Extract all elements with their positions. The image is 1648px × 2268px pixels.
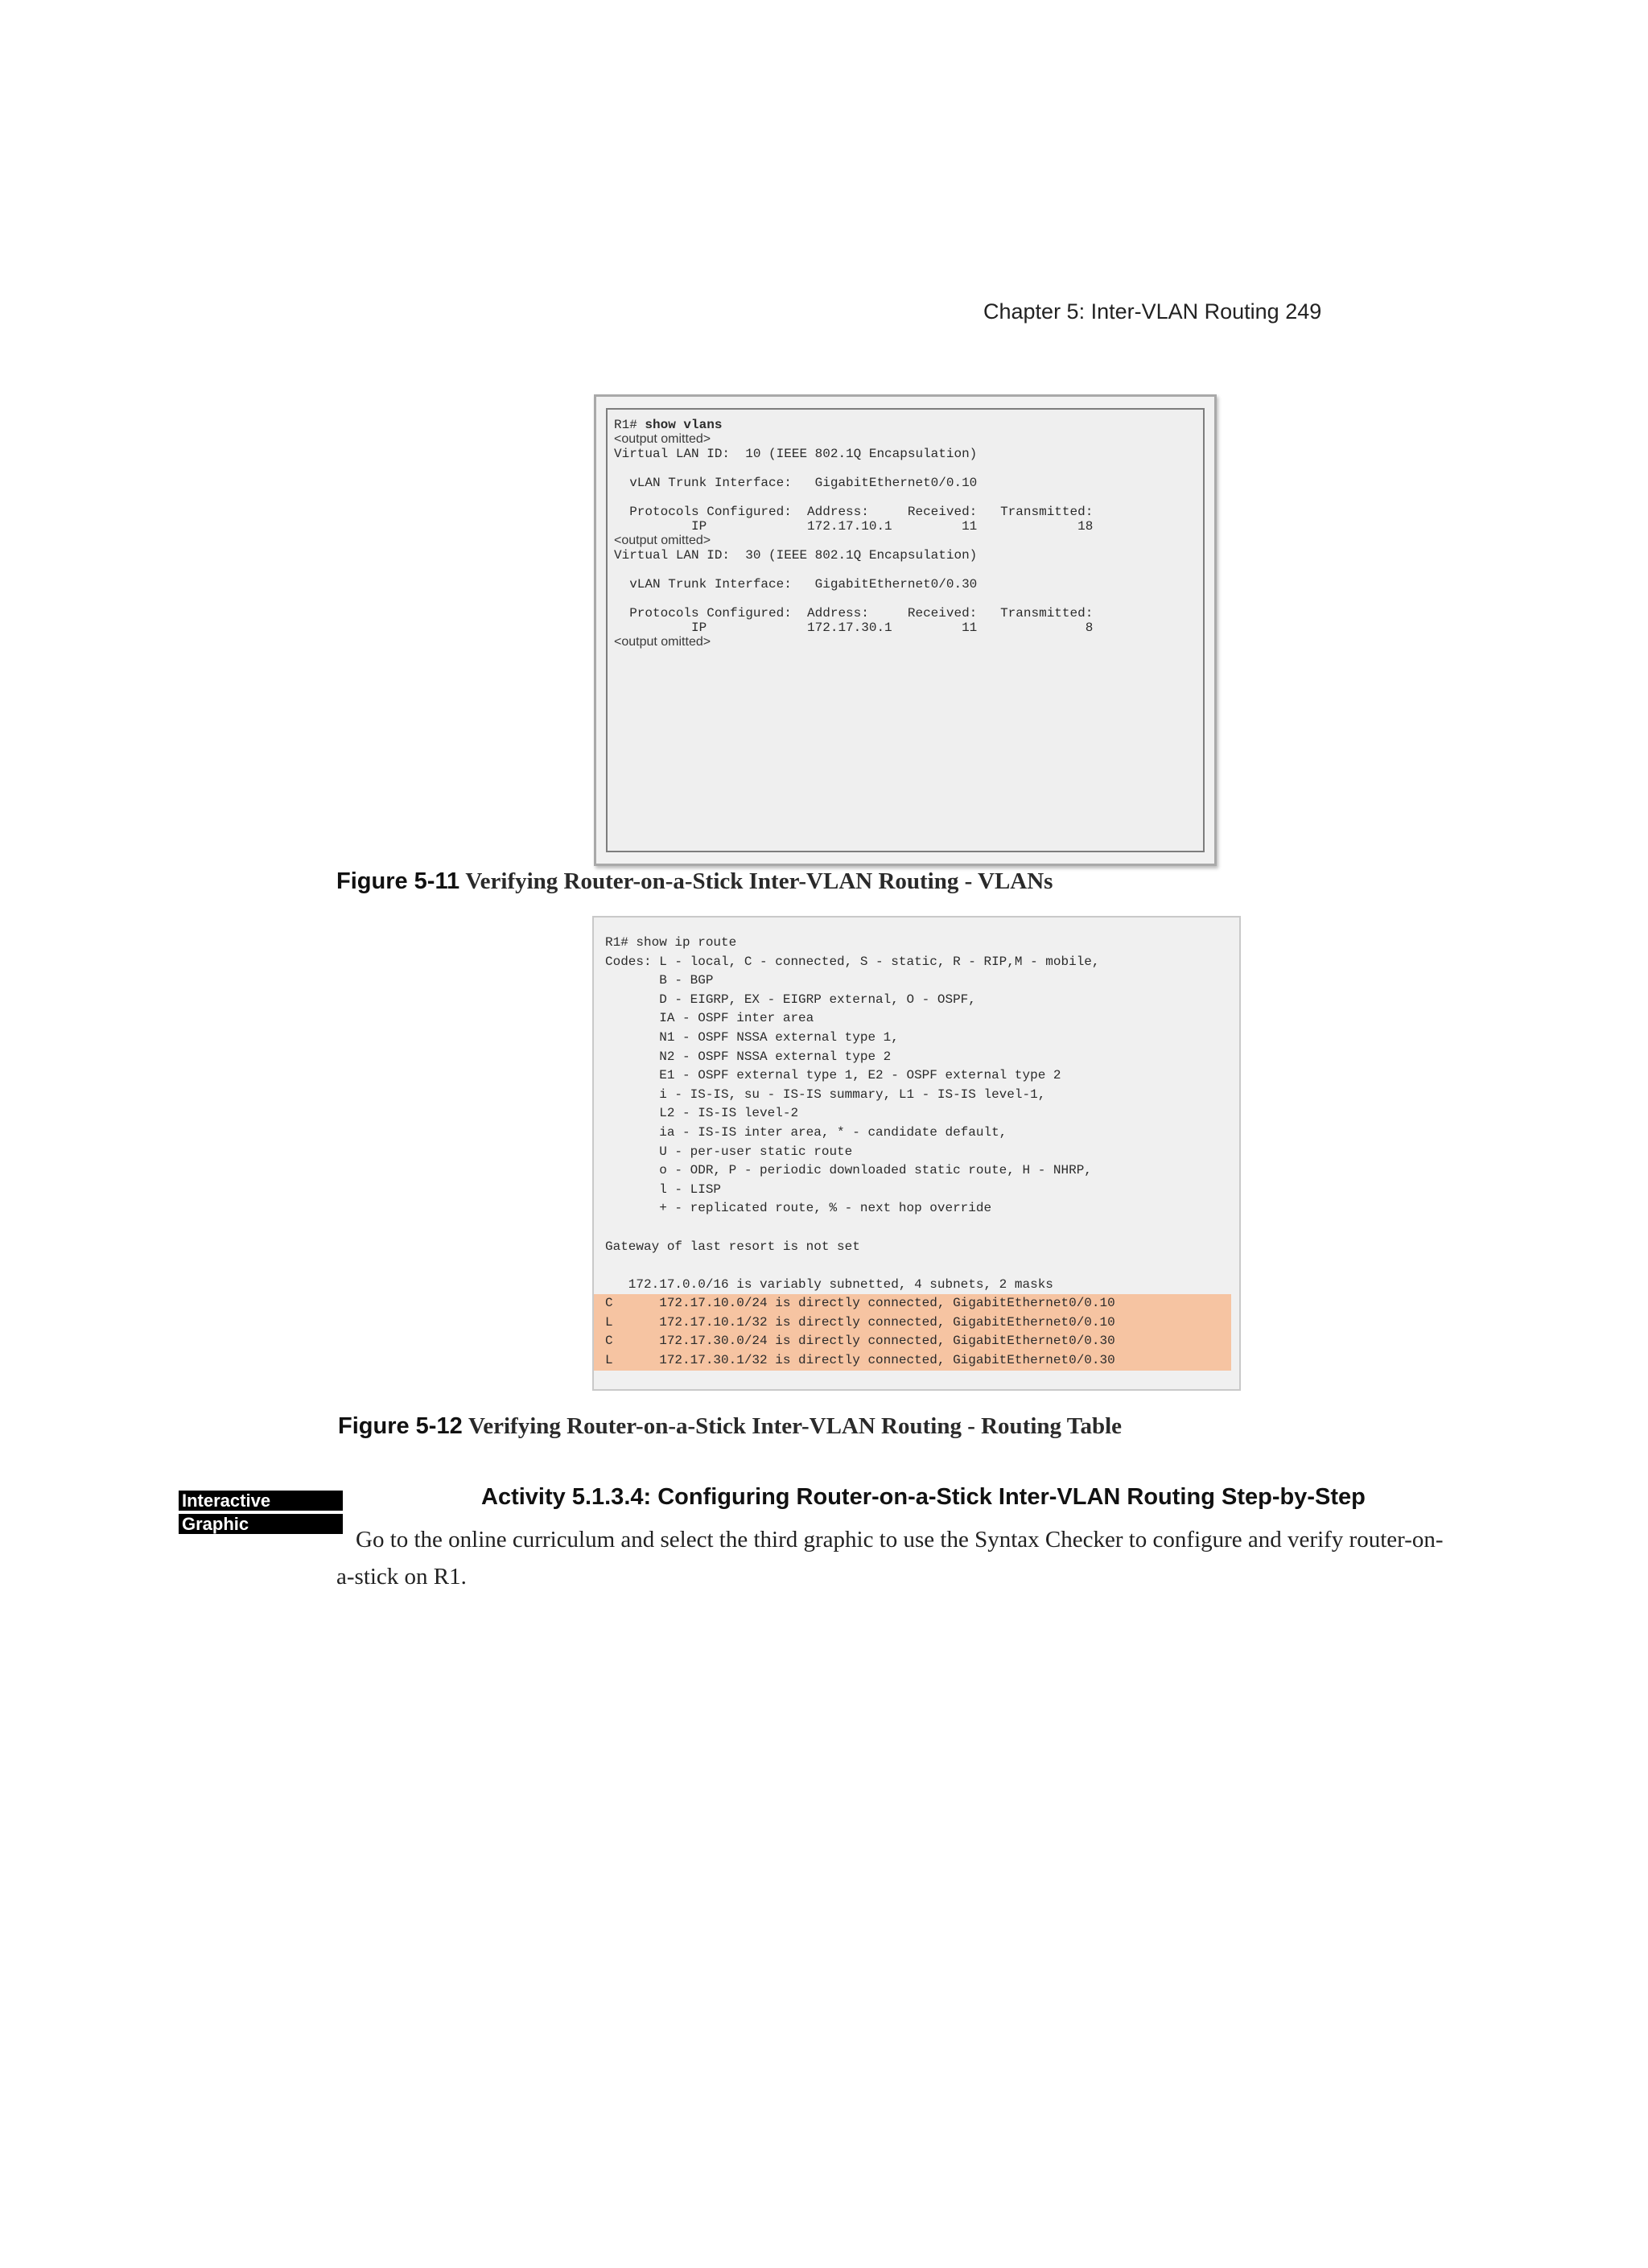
terminal-line [605, 1199, 1238, 1219]
figure-5-12-caption [338, 1413, 1122, 1440]
terminal-text: C 172.17.30.0/24 is directly connected, GigabitEthernet0/0.30 [605, 1334, 1115, 1349]
terminal-text: IP 172.17.10.1 11 18 [614, 519, 1094, 534]
terminal-line [614, 447, 1200, 461]
terminal-line [605, 934, 1238, 953]
terminal-line [605, 1048, 1238, 1067]
terminal-line [614, 519, 1200, 534]
running-head: Chapter 5: Inter-VLAN Routing 249 [983, 299, 1322, 324]
terminal-text: Virtual LAN ID: 30 (IEEE 802.1Q Encapsulation) [614, 548, 978, 563]
terminal-text: ia - IS-IS inter area, * - candidate default, [605, 1124, 1007, 1140]
activity-title: Activity 5.1.3.4: Configuring Router-on-a-Stick Inter-VLAN Routing Step-by-Step [481, 1484, 1366, 1510]
terminal-line [614, 534, 1200, 548]
route-entry-highlighted [594, 1332, 1231, 1351]
terminal-text: L 172.17.30.1/32 is directly connected, GigabitEthernet0/0.30 [605, 1353, 1115, 1368]
terminal-text [614, 461, 622, 476]
terminal-line [605, 1066, 1238, 1086]
badge-line: Graphic [179, 1514, 343, 1534]
terminal-text: L 172.17.10.1/32 is directly connected, GigabitEthernet0/0.10 [605, 1314, 1115, 1330]
terminal-line [605, 1029, 1238, 1048]
terminal-text: 172.17.0.0/16 is variably subnetted, 4 subnets, 2 masks [605, 1276, 1053, 1292]
terminal-line [614, 577, 1200, 592]
command-text: show ip route [636, 935, 737, 950]
terminal-line [614, 490, 1200, 505]
terminal-line [605, 1143, 1238, 1162]
route-entry-highlighted [594, 1351, 1231, 1371]
terminal-line [614, 548, 1200, 563]
figure-label: Figure 5-11 [336, 868, 460, 894]
output-omitted-note: <output omitted> [614, 534, 711, 547]
terminal-text [614, 490, 622, 505]
figure-5-11-terminal [594, 394, 1217, 866]
terminal-line [605, 1219, 1238, 1238]
command-text: show vlans [645, 418, 723, 432]
terminal-line [614, 418, 1200, 432]
badge-line: Interactive [179, 1491, 343, 1511]
terminal-text: E1 - OSPF external type 1, E2 - OSPF external type 2 [605, 1068, 1061, 1083]
terminal-text [605, 1258, 613, 1272]
terminal-text: IP 172.17.30.1 11 8 [614, 621, 1094, 635]
figure-caption-text: Verifying Router-on-a-Stick Inter-VLAN Routing - VLANs [465, 868, 1053, 894]
terminal-text: vLAN Trunk Interface: GigabitEthernet0/0.10 [614, 476, 978, 490]
terminal-line [614, 592, 1200, 606]
terminal-line [605, 1124, 1238, 1143]
terminal-line [614, 461, 1200, 476]
figure-5-11-caption [336, 868, 1053, 895]
interactive-graphic-badge [179, 1491, 343, 1537]
terminal-line [605, 971, 1238, 991]
terminal-line [614, 476, 1200, 490]
terminal-line [614, 621, 1200, 635]
terminal-text: R1# [614, 418, 645, 432]
terminal-text: vLAN Trunk Interface: GigabitEthernet0/0.30 [614, 577, 978, 592]
terminal-frame [606, 408, 1205, 852]
terminal-line [605, 1009, 1238, 1029]
terminal-line [605, 991, 1238, 1010]
terminal-text: Codes: L - local, C - connected, S - static, R - RIP,M - mobile, [605, 954, 1100, 969]
terminal-text: D - EIGRP, EX - EIGRP external, O - OSPF, [605, 992, 976, 1007]
terminal-text: + - replicated route, % - next hop override [605, 1201, 992, 1216]
terminal-line [614, 606, 1200, 621]
terminal-text: U - per-user static route [605, 1144, 853, 1159]
terminal-line [614, 505, 1200, 519]
terminal-line [614, 563, 1200, 577]
terminal-text [605, 1220, 613, 1235]
output-omitted-note: <output omitted> [614, 635, 711, 649]
terminal-line [605, 953, 1238, 972]
figure-label: Figure 5-12 [338, 1413, 463, 1439]
output-omitted-note: <output omitted> [614, 432, 711, 446]
terminal-line [605, 1256, 1238, 1276]
terminal-line [605, 1161, 1238, 1181]
route-entry-highlighted [594, 1294, 1231, 1313]
terminal-text: Protocols Configured: Address: Received: Transmitted: [614, 505, 1094, 519]
terminal-text [614, 592, 622, 606]
terminal-text: R1# [605, 935, 637, 950]
terminal-text: Protocols Configured: Address: Received: Transmitted: [614, 606, 1094, 621]
terminal-line [605, 1181, 1238, 1200]
activity-body: Go to the online curriculum and select the third graphic to use the Syntax Checker to configure and verify router-on-a-stick on R1. [336, 1527, 1444, 1590]
terminal-line [605, 1104, 1238, 1124]
terminal-line [614, 432, 1200, 447]
terminal-text: i - IS-IS, su - IS-IS summary, L1 - IS-IS level-1, [605, 1087, 1046, 1102]
terminal-line [605, 1086, 1238, 1105]
terminal-line [614, 635, 1200, 649]
figure-caption-text: Verifying Router-on-a-Stick Inter-VLAN Routing - Routing Table [468, 1413, 1122, 1439]
terminal-text: IA - OSPF inter area [605, 1011, 814, 1026]
terminal-text: Virtual LAN ID: 10 (IEEE 802.1Q Encapsulation) [614, 447, 978, 461]
terminal-text: o - ODR, P - periodic downloaded static route, H - NHRP, [605, 1163, 1092, 1178]
terminal-text: N2 - OSPF NSSA external type 2 [605, 1049, 892, 1064]
figure-5-12-terminal [592, 916, 1241, 1391]
terminal-text: Gateway of last resort is not set [605, 1239, 860, 1254]
terminal-output [614, 418, 1200, 649]
terminal-text: L2 - IS-IS level-2 [605, 1106, 799, 1121]
terminal-output [605, 934, 1238, 1371]
terminal-line [605, 1238, 1238, 1257]
route-entry-highlighted [594, 1313, 1231, 1333]
terminal-text [614, 563, 622, 577]
terminal-text: C 172.17.10.0/24 is directly connected, GigabitEthernet0/0.10 [605, 1296, 1115, 1311]
terminal-text: B - BGP [605, 973, 714, 988]
terminal-text: l - LISP [605, 1181, 722, 1197]
terminal-text: N1 - OSPF NSSA external type 1, [605, 1029, 899, 1045]
terminal-line [605, 1276, 1238, 1295]
